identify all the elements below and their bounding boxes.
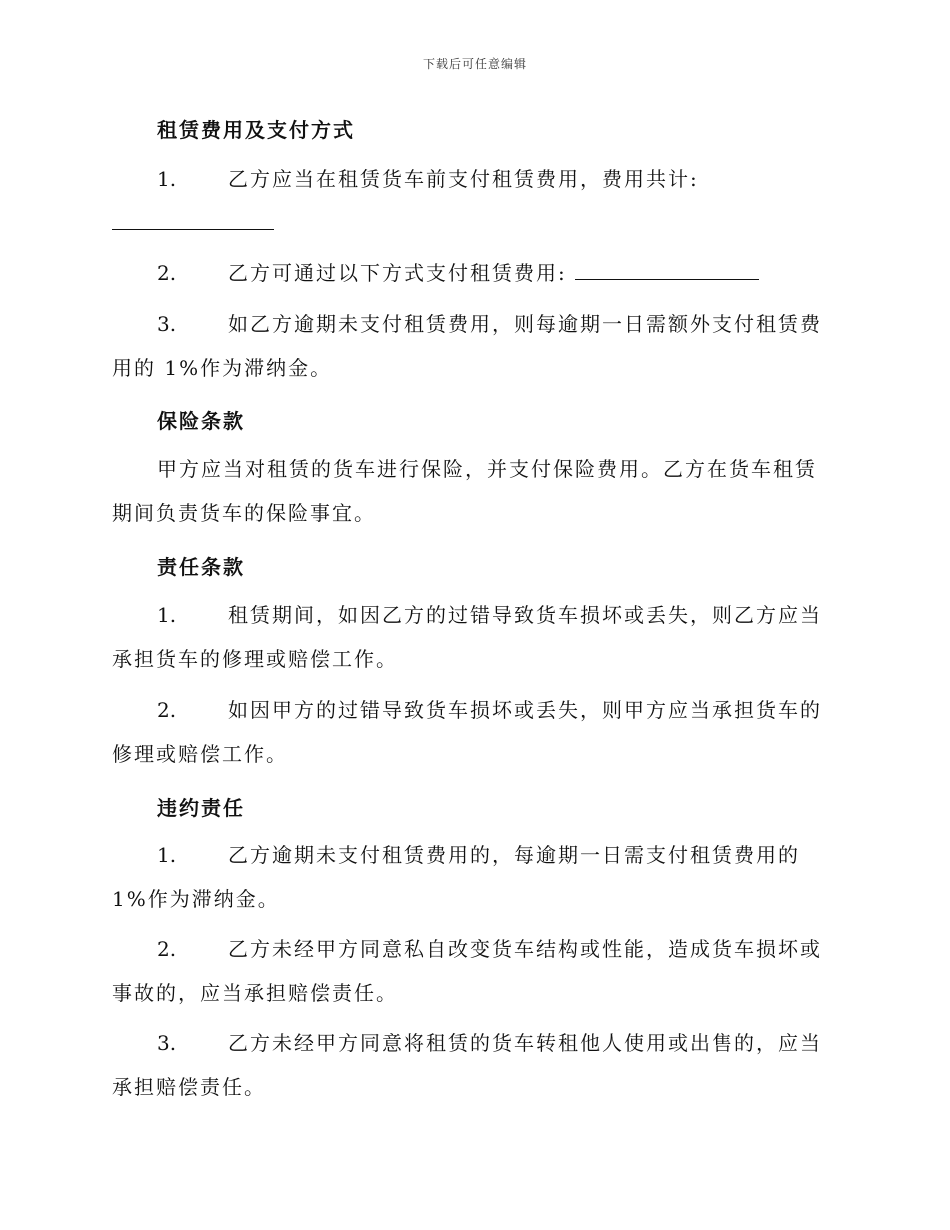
payment-item-3-text: 如乙方逾期未支付租赁费用，则每逾期一日需额外支付租赁费用的 1%作为滞纳金。 <box>112 312 822 380</box>
breach-item-3-paragraph <box>112 1021 832 1109</box>
breach-item-3-text: 乙方未经甲方同意将租赁的货车转租他人使用或出售的，应当承担赔偿责任。 <box>112 1031 822 1099</box>
payment-item-2 <box>112 251 832 295</box>
breach-item-1 <box>112 833 832 921</box>
payment-item-2-paragraph <box>112 251 832 295</box>
liability-item-2-number: 2. <box>157 698 177 722</box>
liability-item-1-paragraph <box>112 593 832 681</box>
section-title-payment: 租赁费用及支付方式 <box>157 118 355 142</box>
liability-item-1-number: 1. <box>157 603 177 627</box>
breach-item-1-text: 乙方逾期未支付租赁费用的，每逾期一日需支付租赁费用的 1%作为滞纳金。 <box>112 843 800 911</box>
section-title-breach: 违约责任 <box>157 796 245 820</box>
payment-item-1-text: 乙方应当在租赁货车前支付租赁费用，费用共计: <box>228 167 699 191</box>
breach-item-2-paragraph <box>112 927 832 1015</box>
breach-item-2-number: 2. <box>157 937 177 961</box>
payment-item-1-number: 1. <box>157 167 177 191</box>
liability-item-2-paragraph <box>112 688 832 776</box>
insurance-paragraph: 甲方应当对租赁的货车进行保险，并支付保险费用。乙方在货车租赁期间负责货车的保险事宜。 <box>112 457 817 525</box>
liability-item-1 <box>112 593 832 681</box>
payment-amount-blank <box>112 213 274 230</box>
breach-item-2-text: 乙方未经甲方同意私自改变货车结构或性能，造成货车损坏或事故的，应当承担赔偿责任。 <box>112 937 822 1005</box>
payment-item-1-paragraph <box>112 157 832 201</box>
breach-item-1-number: 1. <box>157 843 177 867</box>
payment-item-2-number: 2. <box>157 261 177 285</box>
payment-item-3-number: 3. <box>157 312 177 336</box>
breach-item-1-paragraph <box>112 833 832 921</box>
liability-item-2 <box>112 688 832 776</box>
payment-item-1 <box>112 157 832 245</box>
breach-item-2 <box>112 927 832 1015</box>
insurance-body <box>112 447 832 535</box>
payment-method-blank <box>575 263 759 280</box>
breach-item-3-number: 3. <box>157 1031 177 1055</box>
section-title-insurance: 保险条款 <box>157 409 245 433</box>
payment-amount-blank-line <box>112 201 832 245</box>
breach-item-3 <box>112 1021 832 1109</box>
payment-item-2-text: 乙方可通过以下方式支付租赁费用: <box>228 261 567 285</box>
liability-item-1-text: 租赁期间，如因乙方的过错导致货车损坏或丢失，则乙方应当承担货车的修理或赔偿工作。 <box>112 603 822 671</box>
liability-item-2-text: 如因甲方的过错导致货车损坏或丢失，则甲方应当承担货车的修理或赔偿工作。 <box>112 698 822 766</box>
header-note: 下载后可任意编辑 <box>422 57 527 71</box>
payment-item-3 <box>112 302 832 390</box>
section-title-liability: 责任条款 <box>157 555 245 579</box>
payment-item-3-paragraph <box>112 302 832 390</box>
